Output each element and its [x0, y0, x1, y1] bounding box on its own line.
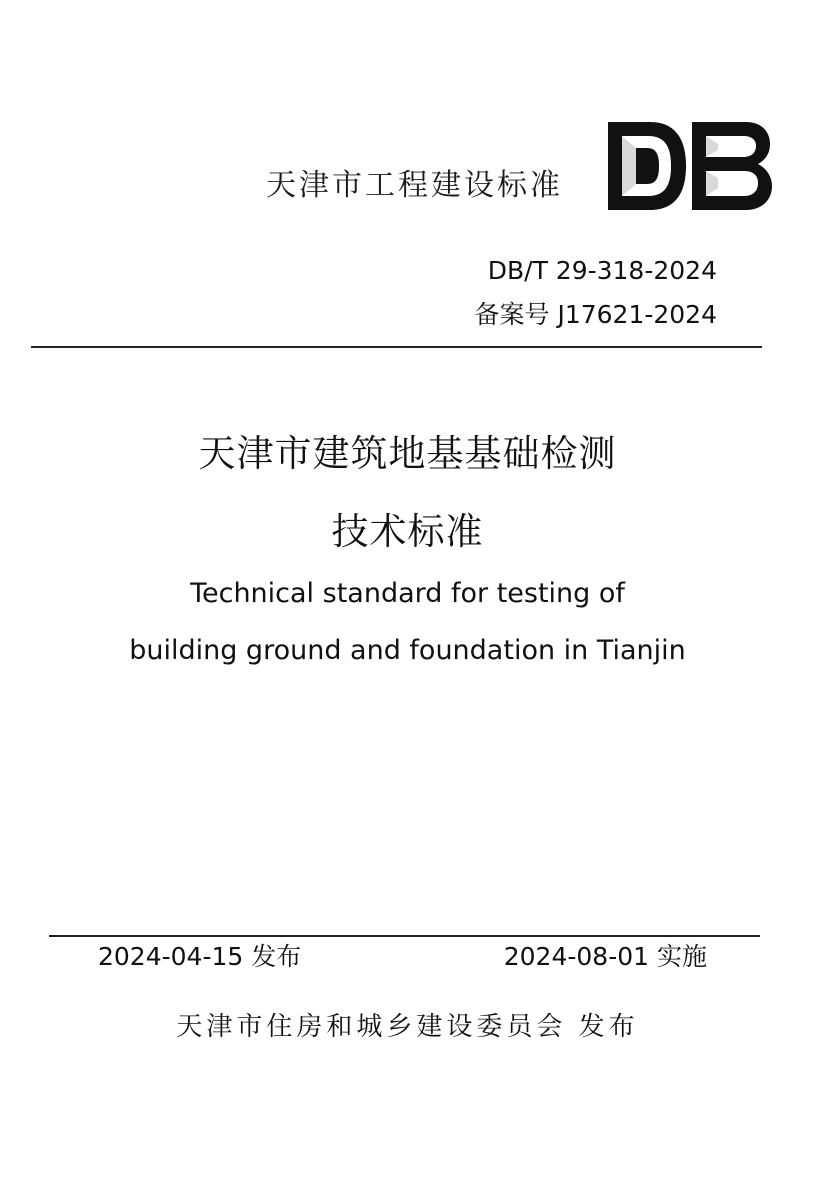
- filing-number: 备案号 J17621-2024: [474, 300, 717, 329]
- bottom-divider: [49, 935, 760, 937]
- implementation-date: 2024-08-01 实施: [503, 942, 707, 971]
- title-english-line-2: building ground and foundation in Tianjin: [129, 635, 686, 666]
- publisher: 天津市住房和城乡建设委员会 发布: [176, 1012, 639, 1042]
- logo-letter-b: [692, 122, 772, 210]
- top-divider: [31, 346, 762, 348]
- issue-date: 2024-04-15 发布: [98, 942, 302, 971]
- db-logo: [606, 120, 772, 212]
- title-english-line-1: Technical standard for testing of: [190, 578, 625, 609]
- title-chinese-line-1: 天津市建筑地基基础检测: [198, 432, 617, 475]
- logo-letter-d: [608, 122, 686, 210]
- series-title: 天津市工程建设标准: [266, 168, 563, 203]
- title-chinese-line-2: 技术标准: [331, 510, 484, 553]
- standard-number: DB/T 29-318-2024: [487, 256, 717, 285]
